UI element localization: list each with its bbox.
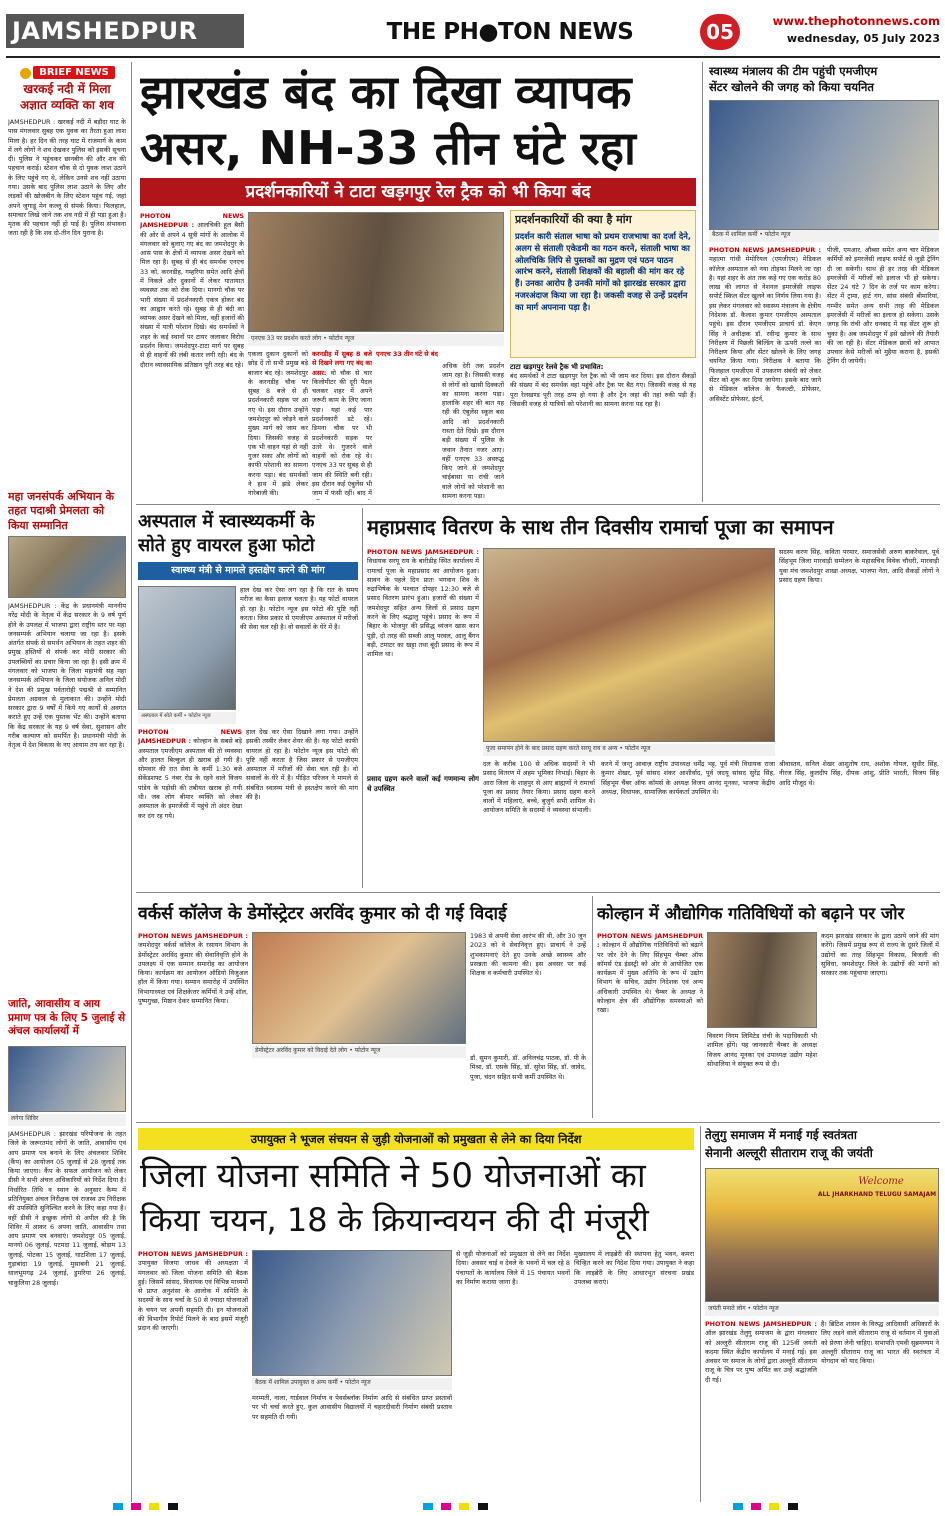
ramarchana-story xyxy=(362,508,940,888)
registration-marks-center xyxy=(420,1503,620,1513)
lead-body-4: अधिक देरी तक प्रदर्शन जाम रहा है। जिसकी वजह से लोगों को खासी दिक्कतों का सामना करना पड़ा। हालांकि शहर की बात यह रही की एंबुलेंस स्कूल बस आदि को प्रदर्शनकारी रास्ता देते दिखे। इस दौरान बड़ी संख्या में पुलिस के जवान तैनात नजर आए। वहीं एनएच 33 अवरुद्ध किए जाने से जमशेदपुर चाईबासा या रांची जाने वाले लोगों को परेशानी का सामना करना पड़ा। xyxy=(442,362,504,500)
workers-body-col1 xyxy=(138,932,248,1116)
brief-head-3: जाति, आवासीय व आय प्रमाण पत्र के लिए 5 जुलाई से अंचल कार्यालयों में xyxy=(8,998,126,1038)
kolhan-dateline: PHOTON NEWS JAMSHEDPUR : xyxy=(597,932,703,950)
site-url[interactable]: www.thephotonnews.com xyxy=(772,14,940,28)
brief-head-1: खरकई नदी में मिला अज्ञात व्यक्ति का शव xyxy=(20,82,114,112)
ramarchana-body-col2: दल के करीब 100 से अधिक सदस्यों ने भी प्रसाद वितरण में अहम भूमिका निभाई। बिहार के आरा जिला के शाहपुर से आए ब्राह्मणों ने रामार्चा पूजा का प्रसाद तैयार किया। प्रसाद ग्रहण करने वालों में महिलाएं, बच्चे, बुजुर्ग सभी शामिल थे। आयोजन समिति के सदस्यों ने व्यवस्था संभाली। xyxy=(483,760,595,815)
ramarchana-body: विधायक सरयू राय के बारीडीह स्थित कार्यालय में रामार्चा पूजा के महाप्रसाद का आयोजन हुआ। सावन के पहले दिन प्रातः भगवान शिव के रुद्राभिषेक के पश्चात दोपहर 12:30 बजे से प्रसाद वितरण प्रारंभ हुआ। हजारों की संख्या में जमशेदपुर सहित अन्य जिलों से प्रसाद ग्रहण करने के लिए श्रद्धालु पहुंचे। प्रसाद के रूप में बिहार के भोजपुर की प्रसिद्ध व्यंजन खास कान पूड़ी, दो तरह की सब्जी आलू परवल, आलू बैंगन बड़ी, टमाटर का खट्टा तथा बूंदी प्रसाद के रूप में शामिल था। xyxy=(367,557,479,659)
row-rule-1 xyxy=(136,504,940,505)
brief-icon xyxy=(20,68,31,79)
brief-photo-3-caption: लगेगा शिविर xyxy=(8,1114,126,1126)
lead-photo-caption: एनएच 33 पर प्रदर्शन करते लोग • फोटोन न्यूज xyxy=(248,334,504,346)
health-dateline: PHOTON NEWS JAMSHEDPUR : xyxy=(709,246,821,254)
health-body-col1 xyxy=(709,246,821,500)
lead-body-2: एकला दुकान दुकानों को छोड़ दें तो सभी प्रमुख बड़े बाजार बंद रहे। जमशेदपुर के करनडीह चौक पर सुबह 8 बजे से ही प्रदर्शनकारी सड़क पर आ गए थे। इस दौरान उन्होंने जमशेदपुर को जोड़ने वाले मुख्य मार्ग को जाम कर दिया। जिसकी वजह से एक भी वाहन यहां से नहीं गुजर सका और लोगों को काफी परेशानी का सामना करना पड़ा। बंद समर्थकों ने हाथ में झंडे लेकर नारेबाजी की। xyxy=(248,350,308,498)
brief-body-2: JAMSHEDPUR : केंद्र के प्रधानमंत्री माननीय नरेंद्र मोदी के नेतृत्व में केंद्र सरकार के 9 वर्ष पूर्ण होने के उपलक्ष में भाजपा द्वारा राष्ट्रीय स्तर पर महा जनसम्पर्क अभियान चलाया जा रहा है। इसके अंतर्गत संपर्क से समर्थन अभियान के तहत शहर की प्रमुख हस्तियों से संपर्क कर मोदी सरकार की उपलब्धियों का प्रचार किया जा रहा है। इसी क्रम में मंगलवार को भाजपा के जिला महामंत्री सह महा जनसम्पर्क अभियान के जिला संयोजक अनिल मोदी ने देश की प्रमुख पर्वतारोही पद्मश्री से सम्मानित प्रेमलता अग्रवाल से मुलाकात की। उन्होंने मोदी सरकार द्वारा 9 वर्षों में किये गए कार्यों से अवगत कराते हुए उन्हें एक पुस्तक भेंट की। उन्होंने बताया कि केंद्र सरकार के यह 9 वर्ष सेवा, सुशासन और गरीब कल्याण को समर्पित है। प्रधानमंत्री मोदी के नेतृत्व में देश विकास के नए आयाम तय कर रहा है। xyxy=(8,602,126,750)
row-rule-2 xyxy=(136,892,940,893)
health-photo-caption: बैठक में शामिल कर्मी • फोटोन न्यूज xyxy=(709,230,939,242)
hospital-body-col2: हाल देख कर ऐसा दिखाने लगा गया। उन्होंने इसकी तस्वीर लेकर शेयर की है। यह फोटो काफी वायरल हो रहा है। फोटोन न्यूज इस फोटो की पुष्टि नहीं करता है जिस प्रकार से एमजीएम अस्पताल में मरीजों की सेवा चल रही है। वो सवालों के घेरे में है। पीड़ित परिजन ने मामले से संबंधित स्वास्थ्य मंत्री से हस्तक्षेप करने की मांग की है। xyxy=(246,728,358,801)
kolhan-body-col1 xyxy=(597,932,703,1116)
telugu-title-1: तेलुगु समाजम में मनाई गई स्वतंत्रता xyxy=(705,1128,857,1142)
kolhan-body-col3: विवरण निगम लिमिटेड रांची के पदाधिकारी भी शामिल होंगे। यह जानकारी चैम्बर के अध्यक्ष विजय आनंद मूनका एवं उपाध्यक्ष उद्योग महेश सोथालिया ने संयुक्त रूप से दी। xyxy=(707,1032,817,1068)
kolhan-body: कोल्हान में औद्योगिक गतिविधियों को बढ़ाने पर जोर देने के लिए सिंहभूम चैम्बर ऑफ कॉमर्स एंड इंडस्ट्री को ओर से आयोजित एक कार्यक्रम में मुख्य अतिथि के रूप में उद्योग विभाग के सचिव, उद्योग निदेशक एवं अन्य अधिकारी उपस्थित थे। चैम्बर के अध्यक्ष ने कोल्हान क्षेत्र की औद्योगिक समस्याओं को रखा। xyxy=(597,941,703,1015)
lead-sub-a: करनडीह में सुबह 8 बजे से दिखने लगा गए बंद का असर: xyxy=(312,350,372,377)
health-body-col2 xyxy=(827,246,939,500)
telugu-story xyxy=(700,1126,940,1502)
telugu-title-2: सेनानी अल्लूरी सीताराम राजू की जयंती xyxy=(705,1146,873,1160)
planning-body-col4: मुख्यालय में लाइब्रेरी की स्थापना हेतु भवन, कमरा चिन्हित करने का निदेश दिया गया। उपायुक्त ने कहा कि लाइब्रेरी के लिए आधारभूत संरचना प्रखंड उपलब्ध कराएं। xyxy=(574,1250,694,1286)
workers-photo-caption: डेमोंस्ट्रेटर अरविंद कुमार को विदाई देते लोग • फोटोन न्यूज xyxy=(252,1046,466,1058)
lead-body-3: वो चौक से चार किलोमीटर की दूरी पैदल चलकर शहर में अपने जरूरी काम के लिए जाना पड़ा। यहां कई पार प्रदर्शनकारी डटे रहे। डिमना चौक पर भी प्रदर्शनकारी सड़क पर उतरे थे। गुजरने वाले वाहनों को रोक रहे थे। एनएच 33 पर सुबह से ही जाम की स्थिति बनी रही। इस दौरान कई एंबुलेंस भी जाम में फंसी रहीं। बाद में xyxy=(312,368,372,498)
page-number: 05 xyxy=(700,14,740,50)
hospital-subhead: स्वास्थ्य मंत्री से मामले हस्तक्षेप करने की मांग xyxy=(138,562,358,580)
planning-body-col1 xyxy=(138,1250,248,1500)
planning-kicker: उपायुक्त ने भूजल संचयन से जुड़ी योजनाओं को प्रमुखता से लेने का दिया निर्देश xyxy=(138,1128,694,1150)
ramarchana-body-col3: करने में जन्तु आवाज़ राष्ट्रीय उपाध्यक्ष धर्मेंद्र भट्ट, पूर्व मंत्री विधायक राजा कुमार शेखर, पूर्व सांसद शंकर आशीर्वाद, पूर्व जदयू सांसद सुरेंद्र सिंह, सिंहभूम चैंबर ऑफ कॉमर्स के अध्यक्ष विजय आनंद मूनका, भाजपा केंद्रीय अध्यक्ष, विधायक, सामाजिक कार्यकर्ता उपस्थित थे। xyxy=(601,760,775,796)
planning-body-col2: मरम्मती, नाला, गार्डवाल निर्माण व पेवर्सब्लॉक निर्माण आदि से संबंधित प्राप्त प्रस्तावों पर भी चर्चा करते हुए, कुल आवासीय विद्यालयों में चहारदीवारी निर्माण संबंधी प्रस्ताव पर सहमति दी गयी। xyxy=(252,1394,452,1421)
lead-sub-b: एनएच 33 तीन घंटे से बंद xyxy=(376,350,438,358)
lead-body-col3 xyxy=(312,350,372,500)
masthead-rule xyxy=(6,56,940,58)
telugu-body: ऑल झारखंड तेलुगु समाजम के द्वारा मंगलवार को अल्लूरी सीताराम राजू की 125वीं जयंती कदमा स्थित केंद्रीय कार्यालय में मनाई गई। इस अवसर पर समाज के लोगों द्वारा अल्लूरी सीताराम राजू के चित्र पर पुष्प अर्पित कर उन्हें श्रद्धांजलि दी गई। xyxy=(705,1329,817,1384)
left-col-rule xyxy=(131,62,132,1502)
health-title-1: स्वास्थ्य मंत्रालय की टीम पहुंची एमजीएम xyxy=(709,64,878,78)
kolhan-title: कोल्हान में औद्योगिक गतिविधियों को बढ़ाने पर जोर xyxy=(597,904,905,923)
hospital-body-side: हाल देख कर ऐसा लग रहा है कि रात के समय मरीज का कैसा इलाज चलता है। यह फोटो वायरल हो रहा है। फोटोन न्यूज इस फोटो की पुष्टि नहीं करता। जिस प्रकार से एमजीएम अस्पताल में मरीजों की सेवा चल रही है। वो सवालों के घेरे में है। xyxy=(240,586,358,632)
masthead-city: JAMSHEDPUR xyxy=(6,14,244,48)
hospital-title-2: सोते हुए वायरल हुआ फोटो xyxy=(138,535,315,556)
reg-swatch-yellow-2 xyxy=(459,1503,469,1510)
lead-subhead: प्रदर्शनकारियों ने टाटा खड़गपुर रेल ट्रैक को भी किया बंद xyxy=(140,178,696,206)
hospital-dateline: PHOTON NEWS JAMSHEDPUR : xyxy=(138,728,242,746)
demands-box-body: प्रदर्शन कारी संताल भाषा को प्रथम राजभाषा का दर्जा देने, अलग से संताली एकेडमी का गठन करने, संताली भाषा का ओलचिकि लिपि से पुस्तकों का मुद्रण एवं पठन पाठन आरंभ करने, संताली शिक्षकों की बहाली की मांग कर रहे हैं। उनका आरोप है उनकी मांगों को झारखंड सरकार द्वारा नजरअंदाज किया जा रहा है। जकसी वजह से उन्हें प्रदर्शन का मार्ग अपनाना पड़ा है। xyxy=(515,231,691,312)
hospital-story xyxy=(136,508,358,888)
workers-body-col2: 1983 से अपनी सेवा आरंभ की थी, और 30 जून 2023 को वे सेवानिवृत्त हुए। प्राचार्य ने उन्हें शुभकामनाएं देते हुए उनके अच्छे स्वास्थ्य और प्रसन्नता की कामना की। इस अवसर पर कई शिक्षक व कर्मचारी उपस्थित थे। xyxy=(470,932,586,978)
reg-swatch-cyan-2 xyxy=(423,1503,433,1510)
planning-body: उपायुक्त विजया जाधव की अध्यक्षता में मंगलवार को जिला योजना समिति की बैठक हुई। जिसमें सांसद, विधायक एवं विभिन्न माध्यमों से प्राप्त अनुशंसा के आलोक में समिति के सदस्यों के साथ चर्चा के 50 से ज्यादा योजनाओं के चयन पर अपनी सहमति दी। इन योजनाओं की विभागीय रिपोर्ट मिलने के बाद इसमें मंजूरी प्रदान की जाएगी। xyxy=(138,1259,248,1333)
reg-swatch-black-2 xyxy=(478,1503,488,1510)
masthead-logo: THE PH●TON NEWS xyxy=(386,19,634,45)
reg-swatch-magenta-3 xyxy=(751,1503,761,1510)
health-photo xyxy=(709,100,939,230)
planning-title-2: किया चयन, 18 के क्रियान्वयन की दी मंजूरी xyxy=(140,1201,649,1239)
reg-swatch-cyan-3 xyxy=(733,1503,743,1510)
brief-body-3: JAMSHEDPUR : झारखंड परियोजना के तहत जिले के जरूरतमंद लोगों के जाति, आवासीय एवं आय प्रमाण पत्र बनाने के लिए अंचलवार शिविर (कैंप) का आयोजन 05 जुलाई से 28 जुलाई तक किया जाएगा। कैंप के सफल आयोजन को लेकर डीसी ने सभी अंचल अधिकारियों को निर्देश दिया है। निर्धारित तिथि व स्थान के अनुसार कैम्प में प्रतिनियुक्त अंचल निरीक्षक एवं राजस्व उप निरीक्षक की उपस्थिति सुनिश्चित करने के लिए कहा गया है। वहीं डीसी ने इच्छुक लोगों से अपील की है कि शिविर में आकर 6 अपना जाति, आवासीय तथा आय प्रमाण पत्र बनवाएं। जमशेदपुर 05 जुलाई, मानगो 06 जुलाई, पटमदा 11 जुलाई, बोड़ाम 13 जुलाई, पोटका 15 जुलाई, घाटशिला 17 जुलाई, गुड़ाबांदा 19 जुलाई, मुसाबनी 21 जुलाई, धालभूमगढ़ 24 जुलाई, डुमरिया 26 जुलाई, चाकुलिया 28 जुलाई। xyxy=(8,1130,126,1287)
workers-body: जमशेदपुर वर्कर्स कॉलेज के रसायन विभाग के डेमोंस्ट्रेटर अरविंद कुमार की सेवानिवृत्ति होने के उपलक्ष्य में एक सम्मान समारोह का आयोजन किया। कार्यक्रम का आयोजन ऑडियो विजुअल हॉल में किया गया। सम्मान समारोह में उपस्थित विभागाध्यक्ष एवं शिक्षकेत्तर कर्मियों ने उन्हें शॉल, पुष्पगुच्छ, मिष्ठान देकर सम्मानित किया। xyxy=(138,941,248,1005)
planning-story xyxy=(136,1126,696,1502)
planning-photo-caption: बैठक में शामिल उपायुक्त व अन्य कर्मी • फोटोन न्यूज xyxy=(252,1378,452,1390)
brief-body-1: JAMSHEDPUR : खरकई नदी में बड़ौदा घाट के पास मंगलवार सुबह एक युवक का तैरता हुआ लाश मिला है। हर दिन की तरह घाट में राजमार्ग के काम में लगे लोगों ने शव देखकर पुलिस को इसकी सूचना दी। पुलिस ने पहुंचकर छानबीन की और शव की पहचान कराई। स्टेशन चौक से दो युवक लाश उठाने के लिए पहुंचे गए थे, लेकिन उनसे शव नहीं उठाया गया। उसके बाद पुलिस लाश उठाने के लिए और लड़कों की खोजबीन के लिए स्टेशन पहुंच गई, जहां अपने जुगाडू मेन कल्लू से संपर्क किया। फिलहाल, समाचार लिखे जाने तक शव नदी में ही पड़ा हुआ है। मृतक की पहचान नहीं हो पाई है। पुलिस संभावना जता रही है कि शव दो-तीन दिन पुराना है। xyxy=(8,118,126,238)
workers-body-col3: डॉ. सुमन कुमारी, डॉ. अनिलचंद्र पाठक, डॉ. पी के मिश्रा, डॉ. एसके सिंह, डॉ. सुरेश सिंह, डॉ. जावेद, पूजा, चंदन सहित सभी कर्मी उपस्थित थे। xyxy=(470,1054,586,1081)
demands-box xyxy=(510,210,696,358)
brief-column xyxy=(6,62,128,1502)
ramarchana-photo-caption: पूजा समापन होने के बाद प्रसाद ग्रहण करते सरयू राय व अन्य • फोटोन न्यूज xyxy=(483,744,775,756)
lead-body-col5 xyxy=(442,362,504,500)
lead-headline-1: झारखंड बंद का दिखा व्यापक xyxy=(140,65,632,119)
health-title-2: सेंटर खोलने की जगह को किया चयनित xyxy=(709,80,874,94)
brief-tag-label: BRIEF NEWS xyxy=(33,66,115,79)
brief-photo-3 xyxy=(8,1046,126,1112)
row-rule-3 xyxy=(136,1122,940,1123)
hospital-photo xyxy=(138,586,236,710)
health-story xyxy=(702,62,940,502)
reg-swatch-magenta-2 xyxy=(441,1503,451,1510)
planning-dateline: PHOTON NEWS JAMSHEDPUR : xyxy=(138,1250,248,1258)
telugu-body-col2: है। ब्रिटिश शासन के विरुद्ध आदिवासी अधिकारों के लिए लड़ने वाले सीताराम राजू से वर्तमान में युवाओं को प्रेरणा लेनी चाहिए। सभापति एमवी सुब्रमण्यम ने अल्लूरी सीताराम राजू का भारत की स्वतंत्रता में योगदान को याद किया। xyxy=(821,1320,939,1366)
brief-head-2: महा जनसंपर्क अभियान के तहत पदाश्री प्रेमलता को किया सम्मानित xyxy=(8,490,114,532)
rail-section xyxy=(510,362,696,500)
registration-marks-left xyxy=(110,1503,310,1513)
reg-swatch-yellow-3 xyxy=(769,1503,779,1510)
workers-photo xyxy=(252,932,466,1044)
hospital-body-col1 xyxy=(138,728,242,886)
lead-dateline: PHOTON NEWS JAMSHEDPUR : xyxy=(140,212,244,230)
brief-tag xyxy=(20,66,126,80)
workers-story xyxy=(136,896,588,1118)
telugu-dateline: PHOTON NEWS JAMSHEDPUR : xyxy=(705,1320,817,1328)
health-body-2: पीजी, एमआर, औब्सा समेत अन्य चार मेडिकल कर्मियों को इमरजेंसी लाइफ सपोर्ट से जुड़ी ट्रेनिंग दी जा सकेगी। साथ ही हर तरह की मेडिकल इमरजेंसी में मरीजों को इलाज भी हो सकेगा। सेंटर 24 घंटे 7 दिन के तर्ज पर काम करेगा। सेंटर में ट्रामा, हार्ट गंग, सांस संबंधी बीमारियां, गम्भीर समेत अन्य सभी तरह की मेडिकल इमरजेंसी में मरीजों का इलाज हो सकेगा। उसके जगह कि रांची और धनबाद में यह सेंटर शुरू हो चुका है। अब जमशेदपुर में इसे खोलने की तैयारी की जा रही है। सेंटर मेडिकल छात्रों को आपात उपचार केसे मरीजों को मुहैया कराना है, इसकी ट्रेनिंग दी जायेगी। xyxy=(827,246,939,366)
planning-photo xyxy=(252,1250,452,1376)
reg-swatch-yellow xyxy=(149,1503,159,1510)
registration-marks-right xyxy=(730,1503,930,1513)
ramarchana-title: महाप्रसाद वितरण के साथ तीन दिवसीय रामार्चा पूजा का समापन xyxy=(367,515,834,539)
workers-title: वर्कर्स कॉलेज के डेमोंस्ट्रेटर अरविंद कुमार को दी गई विदाई xyxy=(138,904,507,924)
ramarchana-dateline: PHOTON NEWS JAMSHEDPUR : xyxy=(367,548,479,556)
rail-body: बंद समर्थकों ने टाटा खड़गपुर रेल ट्रैक को भी जाम कर दिया। इस दौरान सैकड़ों की संख्या में बंद समर्थक वहां पहुंचे और ट्रैक पर बैठ गए। जिसकी वजह से यह पूरा रेलखण्ड पूरी तरह ठप्प हो गया है और ट्रेन जहां की तहां रुकी पड़ी हैं। जिसकी वजह से यात्रियों को परेशानी का सामना करना पड़ रहा है। xyxy=(510,372,696,408)
rail-title: टाटा खड़गपुर रेलवे ट्रैक भी प्रभावित: xyxy=(510,363,604,371)
telugu-photo-caption: जयंती मनाते लोग • फोटोन न्यूज xyxy=(705,1304,939,1316)
ramarchana-body-col1 xyxy=(367,548,479,770)
kolhan-body-col2: कदम झारखंड सरकार के द्वारा उठाये जाने की मांग करेंगे। जिसमें प्रमुख रूप से राज्य के दूसरे जिलों में उद्योगों का तरह सिंहभूम विकास, बिजली की सुविधा, जमशेदपुर जिले के उद्योगों की मांगों को सरकार तक पहुंचाया जाएगा। xyxy=(821,932,939,978)
masthead xyxy=(0,0,945,62)
hospital-photo-caption: अस्पताल में सोते कर्मी • फोटोन न्यूज xyxy=(138,712,236,724)
lead-body-text: आलचिकी हूल बैसी की ओर से अपने 4 सूत्री मांगों के आलोक में मंगलवार को बुलाए गए बंद का जमशेदपुर के आस पास के क्षेत्रों में व्यापक असर देखने को मिल रहा है। सुबह से ही बंद समर्थक एनएच 33 को, करनडीह, गम्हरिया समेत आदि क्षेत्रों में निकले और दुकानों में लेकर यातायात व्यवस्था तक को रोक दिया। मानगो चौक पर भारी संख्या में प्रदर्शनकारी एकत्र होकर बंद का आह्वान करते रहे। सुबह से ही बंदी का व्यापक असर देखने को मिला, वहीं हजारों की संख्या में यात्री परेशान दिखे। बंद समर्थकों ने शहर के कई स्थानों पर टायर जलाकर विरोध प्रदर्शन किया। जमशेदपुर-टाटा मार्ग पर सुबह से ही वाहनों की लंबी कतार लगी रही। बंद के दौरान व्यावसायिक प्रतिष्ठान पूरी तरह बंद रहे। xyxy=(140,221,244,369)
telugu-banner: ALL JHARKHAND TELUGU SAMAJAM xyxy=(817,1191,937,1198)
telugu-body-col1 xyxy=(705,1320,817,1500)
telugu-welcome: Welcome xyxy=(858,1176,904,1187)
lead-body xyxy=(140,212,244,500)
lead-photo xyxy=(248,212,504,332)
lead-story xyxy=(136,62,698,502)
ramarchana-body-col5: सदस्य करण सिंह, कविता परमार, समाजसेवी अरुण बाकरेवाल, पूर्व सिंहभूम जिला मारवाड़ी सम्मेलन के महासचिव विवेक चौधरी, मारवाड़ी युवा मंच जमशेदपुर शाखा अध्यक्ष, भाजपा नेता, आदि सैकड़ों लोगों ने प्रसाद ग्रहण किया। xyxy=(779,548,939,584)
lead-body-col2 xyxy=(248,350,308,500)
hospital-title-1: अस्पताल में स्वास्थ्यकर्मी के xyxy=(138,511,315,532)
lead-headline-2: असर, NH-33 तीन घंटे रहा xyxy=(140,121,636,175)
reg-swatch-cyan xyxy=(113,1503,123,1510)
kolhan-story xyxy=(592,896,940,1118)
planning-title-1: जिला योजना समिति ने 50 योजनाओं का xyxy=(140,1156,646,1196)
planning-body-col3: से जुड़ी योजनाओं को प्रमुखता से लेने का निर्देश दिया। अवसर चाई व देवले के भवनों में चल रहे 8 पंचायतों के कार्यालय जिले में 15 पंचायत भवनों का निर्माण कराया जाना है। xyxy=(456,1250,570,1286)
workers-dateline: PHOTON NEWS JAMSHEDPUR : xyxy=(138,932,248,940)
reg-swatch-magenta xyxy=(131,1503,141,1510)
telugu-photo xyxy=(705,1168,939,1302)
reg-swatch-black xyxy=(168,1503,178,1510)
brief-photo-2 xyxy=(8,536,126,598)
ramarchana-body-col4: श्रीवास्तव, सनिल शेखर आशुतोष राय, अशोक गोयल, सुधीर सिंह, नीरज सिंह, कुलदीप सिंह, दीपक आंशु, प्रीति भारती, विजय सिंह आदि मौजूद थे। xyxy=(779,760,939,787)
reg-swatch-black-3 xyxy=(788,1503,798,1510)
issue-date: wednesday, 05 July 2023 xyxy=(786,32,940,45)
lead-body-col4 xyxy=(376,350,438,500)
hospital-body: कोल्हान के सबसे बड़े अस्पताल एमजीएम अस्पताल की तो व्यवस्था और हालत बिल्कुल ही खराब हो गयी है। सोमवार की रात सेवा के कर्मी 1:30 बजे सेकेंडशफ्ट 5 नंबर रोड के रहने वाले विजय पांडेय के पड़ोसी की तबीयत खराब हो गयी थी। जब लोग बीमार व्यक्ति को लेकर अस्पताल के इमरजेंसी में पहुंचे तो अंदर देखा कर दंग रह गये। xyxy=(138,737,242,820)
ramarchana-quote: प्रसाद ग्रहण करने वालों कई गणमान्य लोग थे उपस्थित xyxy=(367,775,479,794)
demands-box-title: प्रदर्शनकारियों की क्या है मांग xyxy=(515,213,632,226)
ramarchana-photo xyxy=(483,548,775,742)
kolhan-photo xyxy=(707,932,817,1028)
health-body: महात्मा गांधी मेमोरियल (एमजीएम) मेडिकल कॉलेज अस्पताल को नया तोहफा मिलने जा रहा है। यहां शहर के अंत तक कहे गए एक करोड़ 80 लाख की लागत से नेशनल इमरजेंसी लाइफ सपोर्ट स्किल सेंटर खुलने का निर्णय लिया गया है। इस लेकर मंगलवार को स्वास्थ्य मंत्रालय के क्षेत्रीय निदेशक डॉ. कैलाश कुमार एमजीएम अस्पताल पहुंचे। इस दौरान एमजीएम प्राचार्य डॉ. केएन सिंह ने अधीक्षक डॉ. रवीन्द्र कुमार के साथ निरीक्षण में पिछली बिल्डिंग के ऊपरी तल्ले का निरीक्षण किया और सेंटर खोलने के लिए जगह चयनित किया गया। निरीक्षक ने बताया कि फिलहाल एमजीएम में उपकरण संबंधी को लेकर सेंटर को शुरू कर दिया जायेगा। इसके बाद जाने से मेडिकल कॉलेज के फैकल्टी, प्रोफेसर, असिस्टेंट प्रोफेसर, इंटर्न, xyxy=(709,255,821,403)
